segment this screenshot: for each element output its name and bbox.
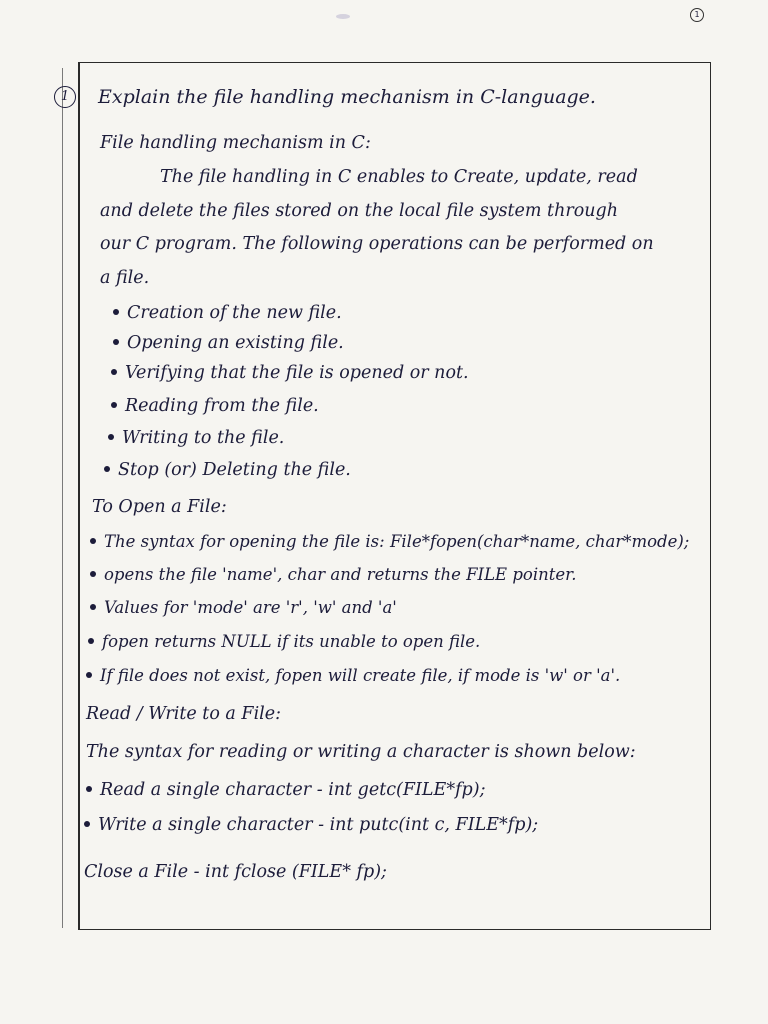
open-point (88, 632, 480, 651)
read-write-point-text: Read a single character - int getc(FILE*fp); (100, 780, 486, 800)
bullet-icon (113, 309, 119, 315)
intro-line-2: and delete the files stored on the local file system through (100, 201, 619, 221)
open-point-text: If file does not exist, fopen will create file, if mode is 'w' or 'a'. (100, 666, 621, 685)
open-file-heading: To Open a File: (92, 497, 227, 517)
bullet-icon (111, 402, 117, 408)
operation-item-text: Stop (or) Deleting the file. (118, 460, 351, 480)
bullet-icon (84, 821, 90, 827)
bullet-icon (108, 434, 114, 440)
operation-item (113, 333, 344, 353)
operation-item-text: Verifying that the file is opened or not. (125, 363, 469, 383)
bullet-icon (90, 571, 96, 577)
notebook-margin-line (62, 68, 63, 928)
operation-item (111, 396, 319, 416)
read-write-intro: The syntax for reading or writing a character is shown below: (86, 742, 636, 762)
question-number: 1 (54, 86, 76, 108)
open-point (86, 666, 620, 685)
operation-item-text: Writing to the file. (122, 428, 285, 448)
operation-item (111, 363, 469, 383)
read-write-point-text: Write a single character - int putc(int c, FILE*fp); (98, 815, 539, 835)
question-text: Explain the file handling mechanism in C-language. (98, 86, 596, 108)
open-point (90, 565, 576, 584)
intro-line-4: a file. (100, 268, 150, 288)
open-point-text: opens the file 'name', char and returns the FILE pointer. (104, 565, 577, 584)
intro-line-1: The file handling in C enables to Create, update, read (160, 167, 638, 187)
ink-smudge (336, 14, 350, 19)
bullet-icon (88, 638, 94, 644)
operation-item (108, 428, 284, 448)
bullet-icon (90, 604, 96, 610)
operation-item (104, 460, 351, 480)
read-write-point (86, 780, 485, 800)
page-number-badge: 1 (690, 8, 704, 22)
bullet-icon (111, 369, 117, 375)
bullet-icon (90, 538, 96, 544)
close-file-line: Close a File - int fclose (FILE* fp); (84, 862, 387, 882)
bullet-icon (113, 339, 119, 345)
bullet-icon (86, 672, 92, 678)
operation-item-text: Creation of the new file. (127, 303, 342, 323)
operation-item-text: Opening an existing file. (127, 333, 344, 353)
open-point-text: fopen returns NULL if its unable to open file. (102, 632, 481, 651)
bullet-icon (86, 786, 92, 792)
read-write-point (84, 815, 538, 835)
operation-item (113, 303, 342, 323)
open-point (90, 532, 689, 551)
open-point-text: The syntax for opening the file is: File*fopen(char*name, char*mode); (104, 532, 690, 551)
intro-line-3: our C program. The following operations can be performed on (100, 234, 654, 254)
open-point (90, 598, 397, 617)
read-write-heading: Read / Write to a File: (86, 704, 282, 724)
answer-heading: File handling mechanism in C: (100, 133, 371, 153)
open-point-text: Values for 'mode' are 'r', 'w' and 'a' (104, 598, 397, 617)
bullet-icon (104, 466, 110, 472)
operation-item-text: Reading from the file. (125, 396, 319, 416)
